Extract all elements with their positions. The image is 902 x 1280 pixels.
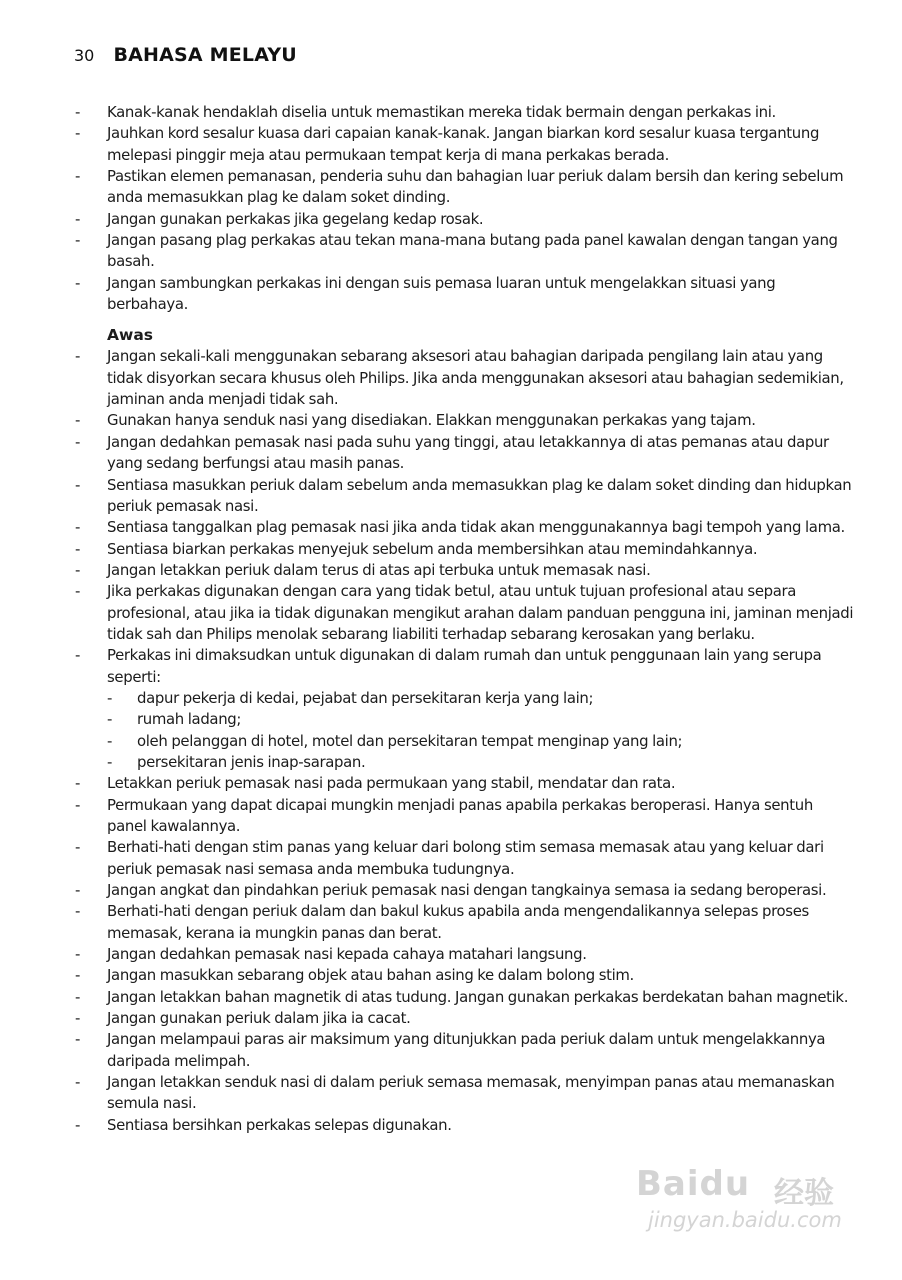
bullet-dash: - [75,273,81,292]
bullet-dash: - [75,582,81,601]
bullet-dash: - [75,945,81,964]
bullet-dash: - [107,731,113,750]
list-item-text: Sentiasa masukkan periuk dalam sebelum anda memasukkan plag ke dalam soket dinding dan hidupkan periuk pemasak nasi. [107,475,852,515]
list-item [75,1072,855,1115]
list-item-text: dapur pekerja di kedai, pejabat dan persekitaran kerja yang lain; [137,688,594,707]
caution-list [75,346,855,1136]
list-item-text: Permukaan yang dapat dicapai mungkin menjadi panas apabila perkakas beroperasi. Hanya sentuh panel kawalannya. [107,795,813,835]
list-item-text: Sentiasa bersihkan perkakas selepas digunakan. [107,1115,452,1134]
baidu-logo: Baidu [636,1164,751,1204]
list-item-text: Gunakan hanya senduk nasi yang disediakan. Elakkan menggunakan perkakas yang tajam. [107,411,756,430]
bullet-dash: - [75,560,81,579]
list-item-text: Berhati-hati dengan stim panas yang keluar dari bolong stim semasa memasak atau yang keluar dari periuk pemasak nasi semasa anda membuka tudungnya. [107,838,824,878]
sub-list-item [107,752,855,773]
bullet-dash: - [75,902,81,921]
bullet-dash: - [75,347,81,366]
list-item [75,773,855,794]
list-item-text: Letakkan periuk pemasak nasi pada permukaan yang stabil, mendatar dan rata. [107,774,676,793]
list-item-text: Pastikan elemen pemanasan, penderia suhu dan bahagian luar periuk dalam bersih dan kering sebelum anda memasukkan plag ke dalam soket dinding. [107,167,844,207]
list-item [75,880,855,901]
list-item [75,965,855,986]
bullet-dash: - [75,795,81,814]
baidu-watermark [636,1158,862,1242]
list-item-text: Jangan melampaui paras air maksimum yang ditunjukkan pada periuk dalam untuk mengelakkannya daripada melimpah. [107,1030,826,1070]
list-item-text: Kanak-kanak hendaklah diselia untuk memastikan mereka tidak bermain dengan perkakas ini. [107,103,776,121]
bullet-dash: - [75,966,81,985]
list-item [75,475,855,518]
bullet-dash: - [75,103,81,121]
list-item-domestic-use [75,645,855,773]
bullet-dash: - [75,124,81,143]
list-item [75,346,855,410]
list-item [75,517,855,538]
list-item [75,209,855,230]
list-item-text: Jangan pasang plag perkakas atau tekan mana-mana butang pada panel kawalan dengan tangan yang basah. [107,231,838,271]
bullet-dash: - [107,752,113,771]
sub-list [107,688,855,773]
list-item-text: Jangan gunakan perkakas jika gegelang kedap rosak. [107,209,484,228]
list-item-text: Jangan gunakan periuk dalam jika ia cacat. [107,1009,411,1028]
list-item-text: Jangan letakkan periuk dalam terus di atas api terbuka untuk memasak nasi. [107,560,651,579]
list-item-text: Jangan letakkan bahan magnetik di atas tudung. Jangan gunakan perkakas berdekatan bahan magnetik. [107,987,849,1006]
list-item [75,410,855,431]
list-item [75,230,855,273]
list-item [75,539,855,560]
list-item [75,273,855,316]
list-item [75,166,855,209]
list-item [75,432,855,475]
list-item-text: Jangan sambungkan perkakas ini dengan suis pemasa luaran untuk mengelakkan situasi yang berbahaya. [107,273,776,314]
bullet-dash: - [107,710,113,729]
bullet-dash: - [107,688,113,707]
list-item-text: Sentiasa tanggalkan plag pemasak nasi jika anda tidak akan menggunakannya bagi tempoh yang lama. [107,518,845,537]
list-item-text: Jauhkan kord sesalur kuasa dari capaian kanak-kanak. Jangan biarkan kord sesalur kuasa tergantung melepasi pinggir meja atau permukaan tempat kerja di mana perkakas berada. [107,124,820,164]
bullet-dash: - [75,432,81,451]
bullet-dash: - [75,1030,81,1049]
list-item-text: Jangan dedahkan pemasak nasi pada suhu yang tinggi, atau letakkannya di atas pemanas atau dapur yang sedang berfungsi atau masih panas. [107,432,829,473]
page-number: 30 [74,46,95,65]
bullet-dash: - [75,167,81,186]
sub-list-item [107,688,855,709]
list-item-text: oleh pelanggan di hotel, motel dan persekitaran tempat menginap yang lain; [137,731,683,750]
list-item [75,102,855,123]
bullet-dash: - [75,838,81,857]
list-item [75,581,855,645]
bullet-dash: - [75,646,81,665]
list-item-text: rumah ladang; [137,710,242,729]
bullet-dash: - [75,1073,81,1092]
bullet-dash: - [75,209,81,228]
section-title: BAHASA MELAYU [113,44,297,66]
bullet-dash: - [75,475,81,494]
list-item [75,1029,855,1072]
list-item [75,1008,855,1029]
bullet-dash: - [75,539,81,558]
bullet-dash: - [75,1009,81,1028]
bullet-dash: - [75,518,81,537]
awas-heading: Awas [107,326,154,345]
warning-list [75,102,855,315]
list-item [75,123,855,166]
bullet-dash: - [75,231,81,250]
list-item-text: persekitaran jenis inap-sarapan. [137,752,366,771]
list-item [75,944,855,965]
bullet-dash: - [75,774,81,793]
bullet-dash: - [75,1115,81,1134]
list-item [75,837,855,880]
list-item-text: Berhati-hati dengan periuk dalam dan bakul kukus apabila anda mengendalikannya selepas proses memasak, kerana ia mungkin panas dan berat. [107,902,809,942]
bullet-dash: - [75,411,81,430]
list-item [75,795,855,838]
bullet-dash: - [75,987,81,1006]
list-item-text: Jangan sekali-kali menggunakan sebarang aksesori atau bahagian daripada pengilang lain atau yang tidak disyorkan secara khusus oleh Philips. Jika anda menggunakan aksesori atau bahagian sedemikian, jaminan anda menjadi tidak sah. [107,347,844,409]
list-item-text: Jika perkakas digunakan dengan cara yang tidak betul, atau untuk tujuan profesional atau separa profesional, atau jika ia tidak digunakan mengikut arahan dalam panduan pengguna ini, jaminan menjadi tidak sah dan Philips menolak sebarang liabiliti terhadap sebarang kerosakan yang berlaku. [107,582,854,643]
list-item-text: Jangan letakkan senduk nasi di dalam periuk semasa memasak, menyimpan panas atau memanaskan semula nasi. [107,1073,835,1113]
sub-list-item [107,731,855,752]
document-body [75,102,855,1136]
list-item-text: Jangan dedahkan pemasak nasi kepada cahaya matahari langsung. [107,945,587,964]
page-header [74,44,297,66]
sub-list-item [107,709,855,730]
list-item-text: Jangan angkat dan pindahkan periuk pemasak nasi dengan tangkainya semasa ia sedang beroperasi. [107,881,827,900]
list-item [75,1115,855,1136]
watermark-url: jingyan.baidu.com [648,1208,842,1232]
watermark-chinese-text: 经验 [774,1176,834,1211]
list-item [75,560,855,581]
list-item [75,987,855,1008]
list-item [75,901,855,944]
list-item-text: Jangan masukkan sebarang objek atau bahan asing ke dalam bolong stim. [107,966,634,985]
bullet-dash: - [75,881,81,900]
list-item-text: Sentiasa biarkan perkakas menyejuk sebelum anda membersihkan atau memindahkannya. [107,539,758,558]
list-item-text: Perkakas ini dimaksudkan untuk digunakan di dalam rumah dan untuk penggunaan lain yang serupa seperti: [107,646,822,686]
